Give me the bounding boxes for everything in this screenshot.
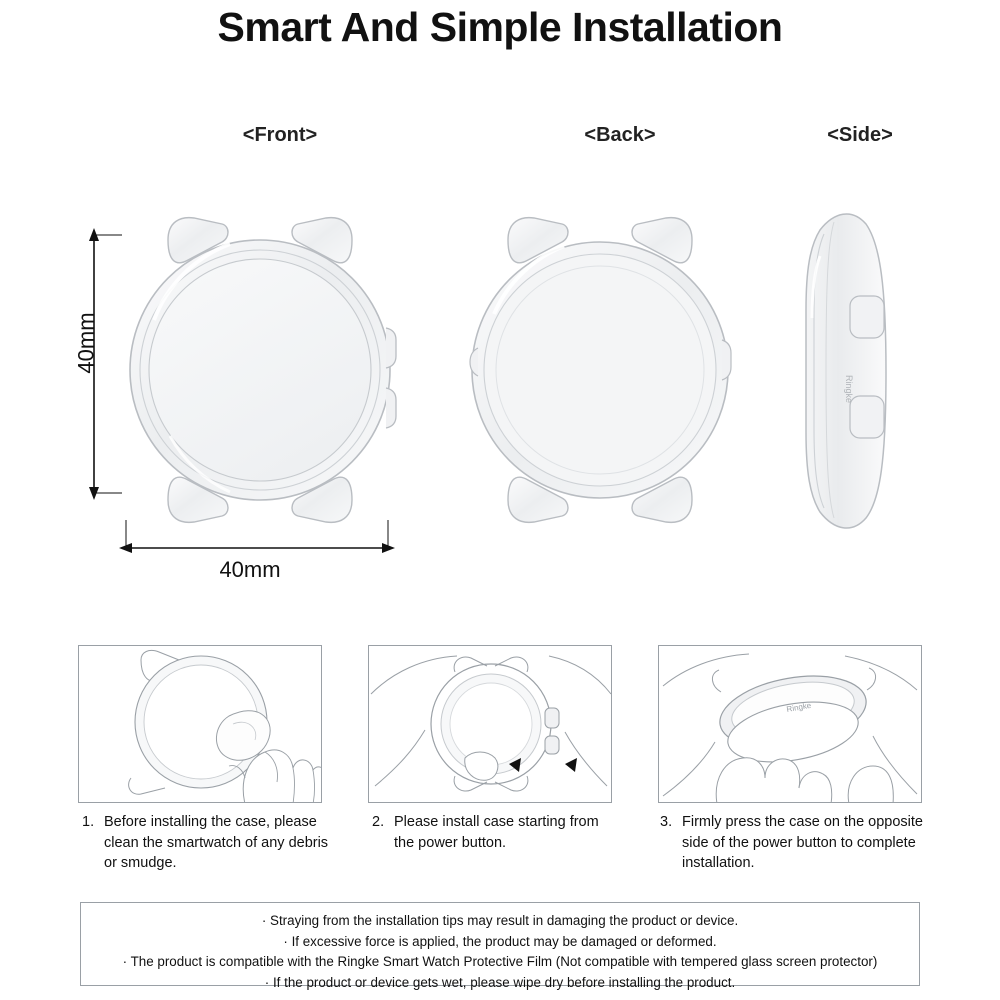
- step-1-caption: [82, 812, 332, 874]
- note-line-1: · Straying from the installation tips may result in damaging the product or device.: [261, 913, 739, 928]
- svg-text:Ringke: Ringke: [844, 375, 854, 404]
- note-line-2: · If excessive force is applied, the product may be damaged or deformed.: [283, 933, 717, 949]
- view-label-back: <Back>: [584, 124, 656, 146]
- width-dimension-label: 40mm: [219, 557, 281, 582]
- step-2-number: 2.: [372, 814, 385, 830]
- step-1-number: 1.: [82, 814, 95, 830]
- note-line-3: · The product is compatible with the Ringke Smart Watch Protective Film (Not compatible with tempered glass screen protector): [122, 954, 878, 969]
- view-label-front: <Front>: [242, 124, 318, 146]
- step-3-text: Firmly press the case on the opposite side of the power button to complete installation.: [682, 814, 923, 872]
- page-title: Smart And Simple Installation: [217, 4, 783, 50]
- step-3-caption: [660, 812, 925, 874]
- step-1-text: Before installing the case, please clean the smartwatch of any debris or smudge.: [104, 814, 329, 872]
- view-label-side: <Side>: [827, 124, 893, 146]
- step-2-text: Please install case starting from the power button.: [394, 814, 599, 851]
- note-line-4: · If the product or device gets wet, please wipe dry before installing the product.: [264, 974, 736, 990]
- step-2-illustration: [368, 645, 612, 803]
- notes-box: [80, 902, 920, 990]
- svg-text:Ringke: Ringke: [785, 700, 812, 714]
- step-3-illustration: [658, 645, 922, 803]
- step-2-caption: [372, 812, 622, 853]
- watch-case-side-illustration: [790, 200, 920, 540]
- watch-case-front-illustration: [110, 200, 410, 540]
- watch-case-back-illustration: [460, 200, 740, 540]
- step-3-number: 3.: [660, 814, 673, 830]
- step-1-illustration: [78, 645, 322, 803]
- height-dimension-label: 40mm: [73, 312, 99, 374]
